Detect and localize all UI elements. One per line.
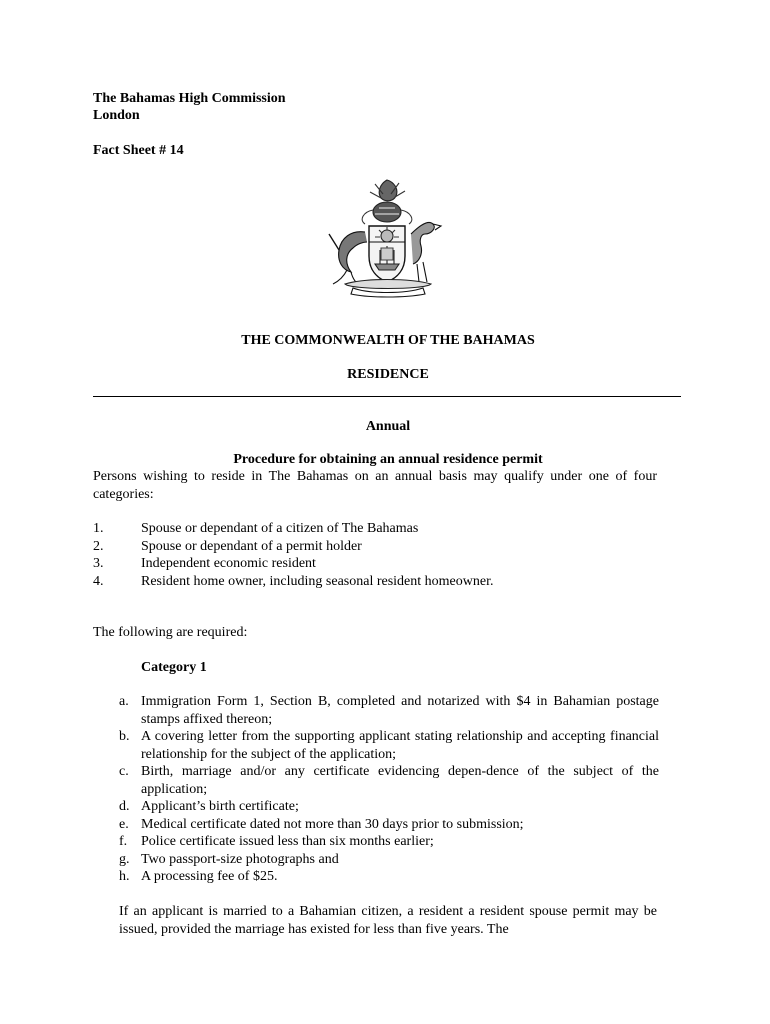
country-title: THE COMMONWEALTH OF THE BAHAMAS: [241, 333, 535, 348]
horizontal-rule: [93, 396, 681, 397]
closing-paragraph: If an applicant is married to a Bahamian citizen, a resident a resident spouse permit may be issued, provided the marriage has existed for less than five years. The: [119, 904, 657, 937]
list-item: c. Birth, marriage and/or any certificate evidencing depen-dence of the subject of the application;: [119, 764, 659, 797]
section-title: Annual: [365, 419, 411, 434]
list-item: h. A processing fee of $25.: [119, 869, 278, 884]
list-item: b. A covering letter from the supporting applicant stating relationship and accepting financial relationship for the subject of the application;: [119, 729, 659, 762]
requirements-list: [119, 693, 659, 886]
intro-paragraph: Persons wishing to reside in The Bahamas on an annual basis may qualify under one of four categories:: [93, 469, 657, 502]
list-item: 3. Independent economic resident: [93, 556, 316, 571]
fact-sheet-number: Fact Sheet # 14: [93, 143, 184, 158]
list-item: d. Applicant’s birth certificate;: [119, 799, 299, 814]
list-item: 4. Resident home owner, including seasonal resident homeowner.: [93, 573, 494, 589]
list-item: g. Two passport-size photographs and: [119, 851, 339, 867]
required-label: The following are required:: [93, 625, 248, 640]
header-line-city: London: [93, 108, 140, 123]
category-1-heading: Category 1: [141, 660, 207, 675]
category-list: [93, 520, 673, 590]
procedure-title: Procedure for obtaining an annual residence permit: [233, 452, 543, 467]
bahamas-coat-of-arms-icon: [325, 174, 450, 298]
list-item: e. Medical certificate dated not more than 30 days prior to submission;: [119, 816, 524, 832]
header-line-commission: The Bahamas High Commission: [93, 91, 286, 106]
subject-title: RESIDENCE: [347, 367, 429, 382]
list-item: 1. Spouse or dependant of a citizen of The Bahamas: [93, 521, 419, 536]
list-item: f. Police certificate issued less than six months earlier;: [119, 834, 434, 849]
list-item: a. Immigration Form 1, Section B, completed and notarized with $4 in Bahamian postage stamps affixed thereon;: [119, 694, 659, 727]
list-item: 2. Spouse or dependant of a permit holder: [93, 538, 362, 554]
